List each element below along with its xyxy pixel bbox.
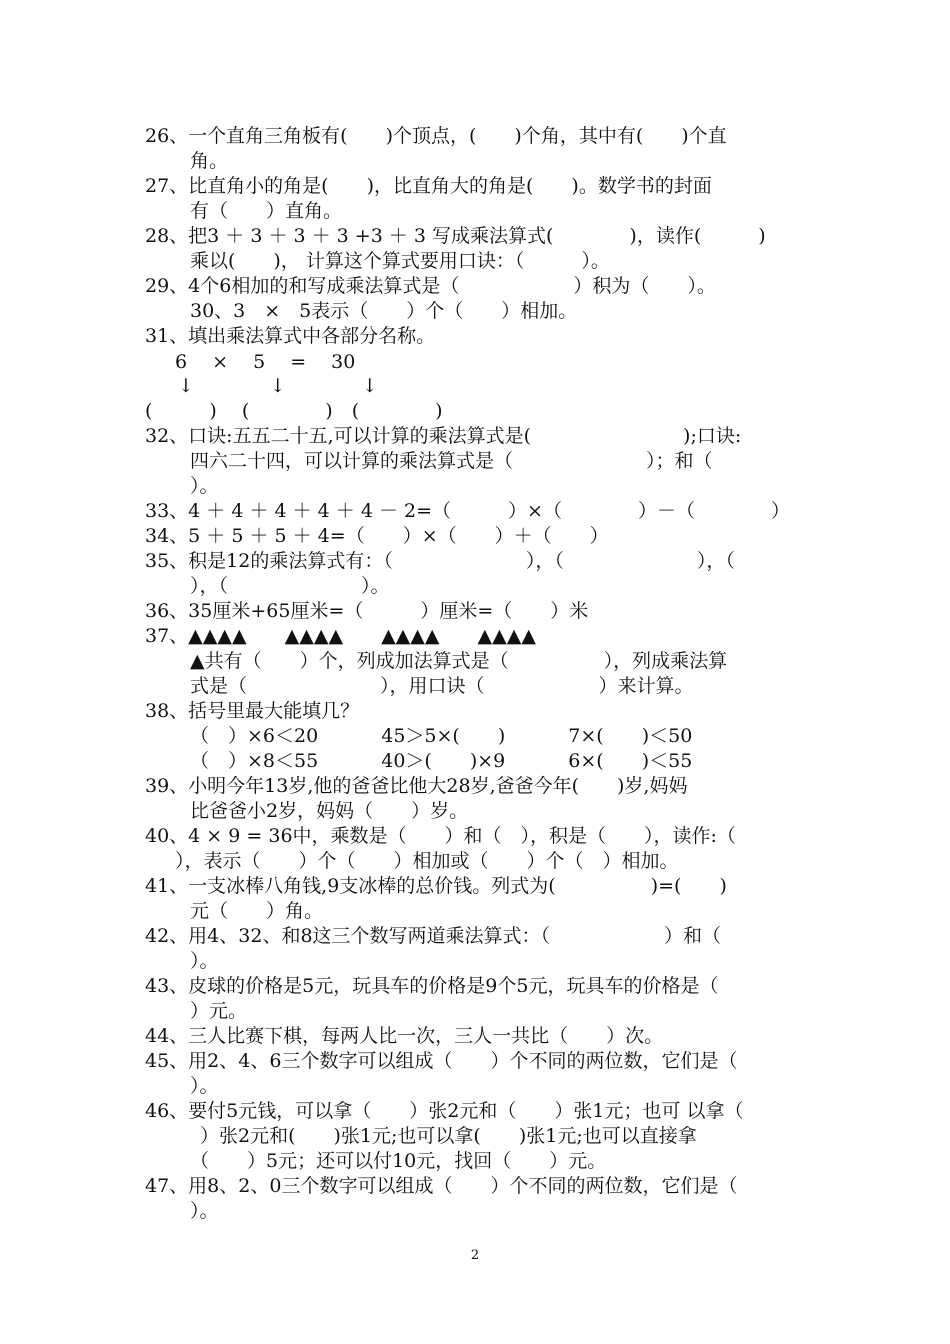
question-47-line-2: ）。	[190, 1200, 219, 1222]
question-41-line-2: 元（ ）角。	[190, 900, 324, 922]
question-43-line-2: ）元。	[190, 1000, 248, 1022]
page-number: 2	[470, 1248, 480, 1263]
question-38-line-2: （ ）×6＜20 45＞5×( ) 7×( )＜50	[190, 725, 693, 747]
question-38-line-1: 38、括号里最大能填几？	[145, 700, 360, 722]
question-27-line-1: 27、比直角小的角是( )，比直角大的角是( )。数学书的封面	[145, 175, 712, 197]
question-46-line-1: 46、要付5元钱，可以拿（ ）张2元和（ ）张1元；也可 以拿（	[145, 1100, 744, 1122]
question-32-line-1: 32、口诀:五五二十五,可以计算的乘法算式是( );口诀:	[145, 425, 742, 447]
question-32-line-2: 四六二十四，可以计算的乘法算式是（ ）；和（	[190, 450, 713, 472]
question-29-line-1: 29、4个6相加的和写成乘法算式是（ ）积为（ ）。	[145, 275, 716, 297]
question-36-line-1: 36、35厘米+65厘米=（ ）厘米=（ ）米	[145, 600, 589, 622]
question-42-line-1: 42、用4、32、和8这三个数写两道乘法算式：（ ）和（	[145, 925, 722, 947]
question-43-line-1: 43、皮球的价格是5元，玩具车的价格是9个5元，玩具车的价格是（	[145, 975, 719, 997]
question-47-line-1: 47、用8、2、0三个数字可以组成（ ）个不同的两位数，它们是（	[145, 1175, 738, 1197]
question-33-line-1: 33、4 ＋ 4 ＋ 4 ＋ 4 ＋ 4 － 2=（ ）×（ ）－（ ）	[145, 500, 790, 522]
question-31-blanks: ( ) ( ) ( )	[145, 400, 443, 422]
question-44-line-1: 44、三人比赛下棋，每两人比一次，三人一共比（ ）次。	[145, 1025, 664, 1047]
question-45-line-1: 45、用2、4、6三个数字可以组成（ ）个不同的两位数，它们是（	[145, 1050, 738, 1072]
question-37-line-2: ▲共有（ ）个，列成加法算式是（ ），列成乘法算	[190, 650, 728, 672]
question-31-equation: 6 × 5 = 30	[175, 351, 356, 373]
question-28-line-2: 乘以( )， 计算这个算式要用口诀：（ ）。	[190, 250, 610, 272]
question-45-line-2: ）。	[190, 1075, 219, 1097]
question-34-line-1: 34、5 ＋ 5 ＋ 5 ＋ 4=（ ）×（ ）＋（ ）	[145, 525, 609, 547]
question-46-line-3: （ ）5元；还可以付10元，找回（ ）元。	[190, 1150, 607, 1172]
question-35-line-2: ），（ ）。	[190, 575, 390, 597]
question-32-line-3: ）。	[190, 475, 219, 497]
question-37-line-3: 式是（ ），用口诀（ ）来计算。	[190, 675, 694, 697]
question-46-line-2: ）张2元和( )张1元;也可以拿( )张1元;也可以直接拿	[200, 1125, 697, 1147]
question-31-arrows: ↓ ↓ ↓	[178, 375, 378, 397]
question-28-line-1: 28、把3 ＋ 3 ＋ 3 ＋ 3 +3 ＋ 3 写成乘法算式( )，读作( )	[145, 225, 766, 247]
question-41-line-1: 41、一支冰棒八角钱,9支冰棒的总价钱。列式为( )=( )	[145, 875, 727, 897]
question-39-line-1: 39、小明今年13岁,他的爸爸比他大28岁,爸爸今年( )岁,妈妈	[145, 775, 688, 797]
question-37-triangles: 37、▲▲▲▲ ▲▲▲▲ ▲▲▲▲ ▲▲▲▲	[145, 625, 536, 647]
question-40-line-2: ），表示（ ）个（ ）相加或（ ）个（ ）相加。	[175, 850, 679, 872]
question-35-line-1: 35、积是12的乘法算式有：（ ），（ ），（	[145, 550, 735, 572]
question-42-line-2: ）。	[190, 950, 219, 972]
question-38-line-3: （ ）×8＜55 40＞( )×9 6×( )＜55	[190, 750, 693, 772]
question-31-line-1: 31、填出乘法算式中各部分名称。	[145, 325, 436, 347]
question-27-line-2: 有（ ）直角。	[190, 200, 343, 222]
question-39-line-2: 比爸爸小2岁，妈妈（ ）岁。	[190, 800, 469, 822]
question-40-line-1: 40、4 × 9 = 36中，乘数是（ ）和（ ），积是（ ），读作:（	[145, 825, 736, 847]
question-30-line-1: 30、3 × 5表示（ ）个（ ）相加。	[190, 300, 578, 322]
question-26-line-2: 角。	[190, 150, 229, 172]
question-26-line-1: 26、一个直角三角板有( )个顶点，( )个角，其中有( )个直	[145, 125, 727, 147]
